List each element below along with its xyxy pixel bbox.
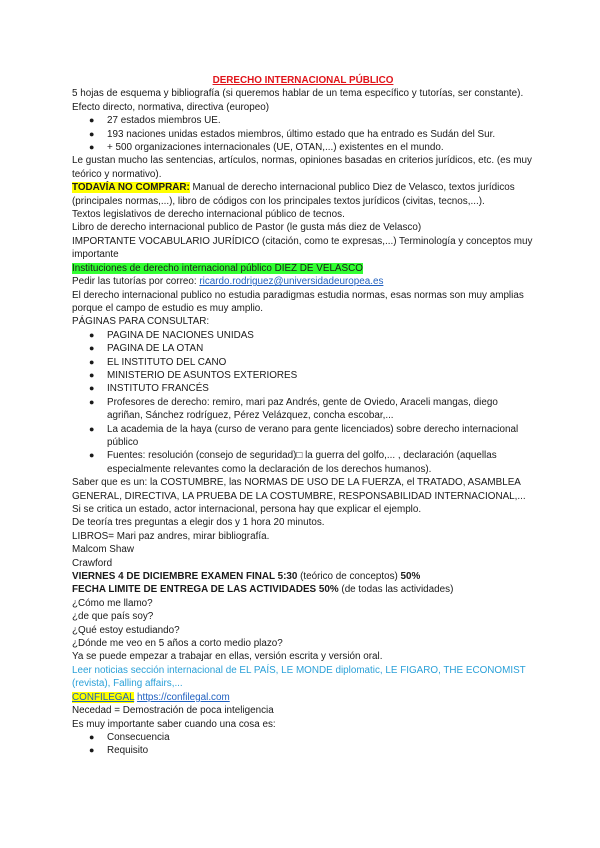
question: ¿Cómo me llamo? <box>72 597 153 609</box>
question: ¿Dónde me veo en 5 años a corto medio plazo? <box>72 638 283 650</box>
news-paragraph: Leer noticias sección internacional de EL PAÍS, LE MONDE diplomatic, LE FIGARO, THE ECONOMIST (revista), Falling affairs,... <box>72 664 526 690</box>
paragraph: LIBROS= Mari paz andres, mirar bibliografía. <box>72 530 270 542</box>
exam-date <box>72 570 534 583</box>
paragraph: IMPORTANTE VOCABULARIO JURÍDICO (citación, como te expresas,...) Terminología y conceptos muy importante <box>72 235 533 261</box>
paragraph-text: (de todas las actividades) <box>338 584 454 596</box>
paragraph: Malcom Shaw <box>72 544 135 556</box>
paragraph-text: (teórico de conceptos) <box>297 571 401 583</box>
list-item-text: PAGINA DE NACIONES UNIDAS <box>107 329 254 341</box>
bullet-icon: ● <box>89 128 95 139</box>
bold-text: VIERNES 4 DE DICIEMBRE EXAMEN FINAL 5:30 <box>72 571 298 583</box>
list-item-text: 27 estados miembros UE. <box>107 115 221 127</box>
list-item-text: Profesores de derecho: remiro, mari paz Andrés, gente de Oviedo, Araceli mangas, diego agriñan, Sánchez rodríguez, Pérez Velázquez, concha escobar,... <box>107 396 498 422</box>
bullet-icon: ● <box>89 343 95 354</box>
bullet-icon: ● <box>89 356 95 367</box>
paragraph <box>72 262 534 275</box>
bullet-icon: ● <box>89 115 95 126</box>
highlighted-label: CONFILEGAL <box>72 691 135 703</box>
list-item <box>72 744 534 757</box>
paragraph: Le gustan mucho las sentencias, artículos, normas, opiniones basadas en criterios jurídicos, etc. (es muy teórico y normativo). <box>72 155 532 180</box>
paragraph: Crawford <box>72 557 113 569</box>
paragraph-text: Pedir las tutorías por correo: <box>72 276 200 288</box>
bold-text: FECHA LIMITE DE ENTREGA DE LAS ACTIVIDADES 50% <box>72 584 339 596</box>
bullet-icon: ● <box>89 142 95 153</box>
paragraph <box>72 275 534 288</box>
bullet-icon: ● <box>89 383 95 394</box>
list-item <box>72 396 534 423</box>
confilegal-link[interactable]: https://confilegal.com <box>136 691 230 703</box>
paragraph: Necedad = Demostración de poca inteligencia <box>72 705 274 717</box>
list-item <box>72 382 534 395</box>
bullet-icon: ● <box>89 369 95 380</box>
document-body <box>72 74 534 758</box>
paragraph <box>72 181 534 208</box>
paragraph: El derecho internacional publico no estudia paradigmas estudia normas, esas normas son muy amplias porque el campo de estudio es muy amplio. <box>72 289 524 314</box>
list-item <box>72 423 534 450</box>
paragraph: 5 hojas de esquema y bibliografía (si queremos hablar de un tema específico y tutorías, ser constante). <box>72 88 524 100</box>
highlighted-label: TODAVÍA NO COMPRAR: <box>72 182 190 194</box>
bold-text: 50% <box>400 571 421 583</box>
list-item <box>72 731 534 744</box>
paragraph: PÁGINAS PARA CONSULTAR: <box>72 316 210 328</box>
list-item-text: La academia de la haya (curso de verano para gente licenciados) sobre derecho internacional público <box>107 423 519 448</box>
bullet-list-concepts <box>72 731 534 758</box>
paragraph: Efecto directo, normativa, directiva (europeo) <box>72 101 270 113</box>
document-title: DERECHO INTERNACIONAL PÚBLICO <box>212 75 394 86</box>
bullet-icon: ● <box>89 329 95 340</box>
paragraph-text: Manual de derecho internacional publico Diez de Velasco, textos jurídicos (principales normas,...), libro de códigos con los principales textos jurídicos (civitas, tecnos,...). <box>72 182 515 207</box>
list-item <box>72 114 534 127</box>
paragraph: Saber que es un: la COSTUMBRE, las NORMAS DE USO DE LA FUERZA, el TRATADO, ASAMBLEA GENERAL, DIRECTIVA, LA PRUEBA DE LA COSTUMBRE, RESPONSABILIDAD INTERNACIONAL,... <box>72 477 526 502</box>
list-item-text: EL INSTITUTO DEL CANO <box>107 356 227 368</box>
bullet-icon: ● <box>89 731 95 742</box>
question: ¿Qué estoy estudiando? <box>72 624 180 636</box>
list-item-text: Fuentes: resolución (consejo de seguridad)□ la guerra del golfo,... , declaración (aquellas especialmente relevantes como la declaración de los derechos humanos). <box>107 450 497 475</box>
list-item-text: PAGINA DE LA OTAN <box>107 343 204 355</box>
paragraph: Si se critica un estado, actor internacional, persona hay que explicar el ejemplo. <box>72 504 422 515</box>
paragraph: Textos legislativos de derecho internacional público de tecnos. <box>72 209 345 221</box>
bullet-icon: ● <box>89 745 95 756</box>
paragraph: Es muy importante saber cuando una cosa es: <box>72 718 276 730</box>
list-item <box>72 369 534 382</box>
bullet-icon: ● <box>89 396 95 407</box>
list-item <box>72 356 534 369</box>
question: ¿de que país soy? <box>72 611 154 623</box>
list-item-text: Requisito <box>107 745 149 757</box>
highlighted-text: Instituciones de derecho internacional público DIEZ DE VELASCO <box>72 262 363 274</box>
bullet-list-pages <box>72 329 534 476</box>
paragraph: Ya se puede empezar a trabajar en ellas, versión escrita y versión oral. <box>72 651 383 663</box>
list-item <box>72 128 534 141</box>
email-link[interactable]: ricardo.rodriguez@universidadeuropea.es <box>199 276 384 288</box>
list-item <box>72 449 534 476</box>
deadline <box>72 583 534 596</box>
list-item-text: MINISTERIO DE ASUNTOS EXTERIORES <box>107 369 298 381</box>
list-item-text: + 500 organizaciones internacionales (UE, OTAN,...) existentes en el mundo. <box>107 142 444 154</box>
paragraph: Libro de derecho internacional publico de Pastor (le gusta más diez de Velasco) <box>72 222 422 234</box>
list-item <box>72 329 534 342</box>
list-item <box>72 342 534 355</box>
paragraph: De teoría tres preguntas a elegir dos y 1 hora 20 minutos. <box>72 517 325 529</box>
bullet-list-facts <box>72 114 534 154</box>
list-item-text: INSTITUTO FRANCÉS <box>107 383 209 395</box>
paragraph <box>72 691 534 704</box>
list-item <box>72 141 534 154</box>
bullet-icon: ● <box>89 423 95 434</box>
bullet-icon: ● <box>89 450 95 461</box>
list-item-text: Consecuencia <box>107 731 170 743</box>
list-item-text: 193 naciones unidas estados miembros, último estado que ha entrado es Sudán del Sur. <box>107 128 496 140</box>
